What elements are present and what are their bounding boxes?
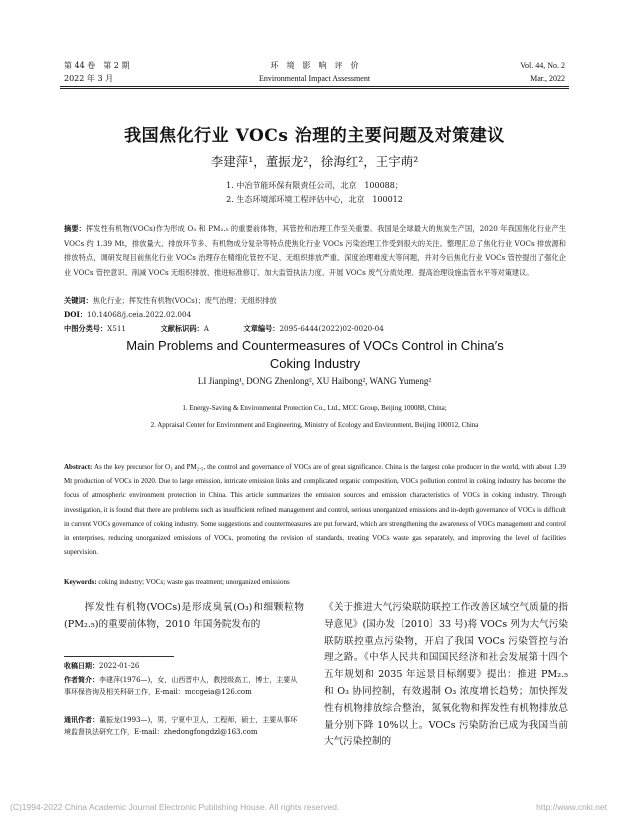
abstract-en-label: Abstract: — [64, 463, 93, 471]
corresponding-author — [64, 714, 304, 738]
date-cn: 2022 年 3 月 — [64, 74, 114, 83]
journal-name-en: Environmental Impact Assessment — [258, 74, 371, 83]
author-bio — [64, 674, 304, 698]
corresponding-label: 通讯作者： — [64, 715, 99, 724]
cnki-link[interactable]: http://www.cnki.net — [536, 802, 607, 812]
journal-name-cn: 环 境 影 响 评 价 — [270, 61, 359, 70]
clc-value: X511 — [107, 324, 126, 333]
keywords-cn-label: 关键词： — [64, 296, 93, 305]
doi-label: DOI： — [64, 310, 88, 319]
author-bio-text: 李建萍(1976—)，女，山西晋中人，教授级高工，博士，主要从事环保咨询及相关科研工作，E-mail：mccgeia@126.com — [64, 676, 298, 696]
corresponding-text: 董振龙(1993—)，男，宁夏中卫人，工程师，硕士，主要从事环境监督执法研究工作，E-mail：zhedongfongdzl@163.com — [64, 716, 298, 736]
keywords-cn — [64, 294, 566, 309]
affiliation-cn-2: 2. 生态环境部环境工程评估中心，北京 100012 — [226, 195, 403, 204]
received-value: 2022-01-26 — [99, 662, 140, 670]
header-rule-thin — [60, 88, 569, 89]
keywords-en-label: Keywords: — [64, 578, 97, 586]
abstract-cn-text: 挥发性有机物(VOCs)作为形成 O₃ 和 PM₂.₅ 的重要前体物，其管控和治理工作至关重要。我国是全球最大的焦炭生产国，2020 年我国焦化行业产生 VOCs 约 1.39 Mt，排放量大、排放环节多、有机物成分复杂等特点使焦化行业 VOCs 污染治理工作受到很大的关注。整理汇总了焦化行业 VOCs 排放源和排放特点，调研发现目前焦化行业 VOCs 治理存在精细化管控不足、无组织排放严重、深度治理难度大等问题，并对今后焦化行业 VOCs 管控提出了强化企业 VOCs 管控意识、削减 VOCs 无组织排放、推进标准修订、加大监管执法力度、开展 VOCs 废气分质处理、提高治理设施监管水平等对策建议。 — [64, 224, 566, 277]
doi-value: 10.14068/j.ceia.2022.02.004 — [87, 310, 192, 319]
doc-code-label: 文献标识码： — [160, 324, 204, 333]
paper-title-en — [64, 337, 566, 373]
classification-line — [64, 322, 566, 337]
received-date — [64, 660, 304, 673]
abstract-cn — [64, 222, 566, 280]
affiliation-cn-1: 1. 中冶节能环保有限责任公司，北京 100088； — [226, 181, 403, 190]
doc-code-value: A — [203, 324, 209, 333]
abstract-cn-label: 摘要： — [64, 224, 86, 233]
affiliation-en-2: 2. Appraisal Center for Environment and Engineering, Ministry of Ecology and Environment, Beijing 100012, China — [150, 421, 479, 429]
author-bio-label: 作者简介： — [64, 675, 99, 684]
authors-en: LI Jianping¹, DONG Zhenlong², XU Haibong², WANG Yumeng² — [197, 376, 432, 386]
header-rule — [60, 86, 569, 87]
paper-title-cn: 我国焦化行业 VOCs 治理的主要问题及对策建议 — [124, 126, 505, 146]
date-en: Mar., 2022 — [530, 74, 565, 83]
volume-issue-en: Vol. 44, No. 2 — [520, 61, 565, 70]
volume-issue-cn: 第 44 卷 第 2 期 — [64, 61, 130, 70]
keywords-cn-text: 焦化行业；挥发性有机物(VOCs)；废气治理；无组织排放 — [92, 296, 277, 305]
keywords-en — [64, 575, 566, 589]
article-no-value: 2095-6444(2022)02-0020-04 — [279, 324, 384, 333]
paper-title-en-line-1: Main Problems and Countermeasures of VOCs Control in China′s — [126, 338, 504, 353]
body-column-right: 《关于推进大气污染联防联控工作改善区域空气质量的指导意见》(国办发〔2010〕33 号)将 VOCs 列为大气污染联防联控重点污染物，开启了我国 VOCs 污染管控与治理之路。《中华人民共和国国民经济和社会发展第十四个五年规划和 2035 年远景目标纲要》提出：推进 PM₂.₅ 和 O₃ 协同控制，有效遏制 O₃ 浓度增长趋势；加快挥发性有机物排放综合整治，氮氧化物和挥发性有机物排放总量分别下降 10%以上。VOCs 污染防治已成为我国当前大气污染控制的 — [324, 602, 568, 748]
abstract-en-text: As the key precursor for O₃ and PM₂.₅, the control and governance of VOCs are of great significance. China is the largest coke producer in the world, with about 1.39 Mt production of VOCs in 2020. Due to large emission, intricate emission links and complicated organic composition, VOCs pollution control in coking industry has become the focus of atmospheric environment protection in China. This article summarizes the emission sources and emission characteristics of VOCs in coking industry. Through investigation, it is found that there are problems such as insufficient refined management and control, serious unorganized emissions and in-depth governance of VOCs is difficult in current VOCs governance of coking industry. Some suggestions and countermeasures are put forward, which are strengthening the awareness of VOCs management and control in enterprises, reducing unorganized emissions of VOCs, promoting the revision of standards, treating VOCs waste gas separately, and improving the level of facilities supervision. — [64, 463, 566, 557]
footnote-rule — [64, 656, 174, 657]
abstract-en — [64, 460, 566, 559]
affiliation-en-1: 1. Energy-Saving & Environmental Protection Co., Ltd., MCC Group, Beijing 100088, China; — [182, 404, 447, 412]
article-no-label: 文章编号： — [243, 324, 280, 333]
received-label: 收稿日期： — [64, 661, 99, 670]
authors-cn: 李建萍¹，董振龙²，徐海红²，王宇萌² — [210, 154, 419, 169]
body-column-left: 挥发性有机物(VOCs)是形成臭氧(O₃)和细颗粒物(PM₂.₅)的重要前体物，2010 年国务院发布的 — [64, 602, 304, 630]
clc-label: 中图分类号： — [64, 324, 108, 333]
copyright-text: (C)1994-2022 China Academic Journal Electronic Publishing House. All rights reserved. — [10, 802, 340, 812]
doi-line — [64, 308, 566, 323]
keywords-en-text: coking industry; VOCs; waste gas treatment; unorganized emissions — [98, 578, 290, 586]
paper-title-en-line-2: Coking Industry — [269, 356, 361, 371]
